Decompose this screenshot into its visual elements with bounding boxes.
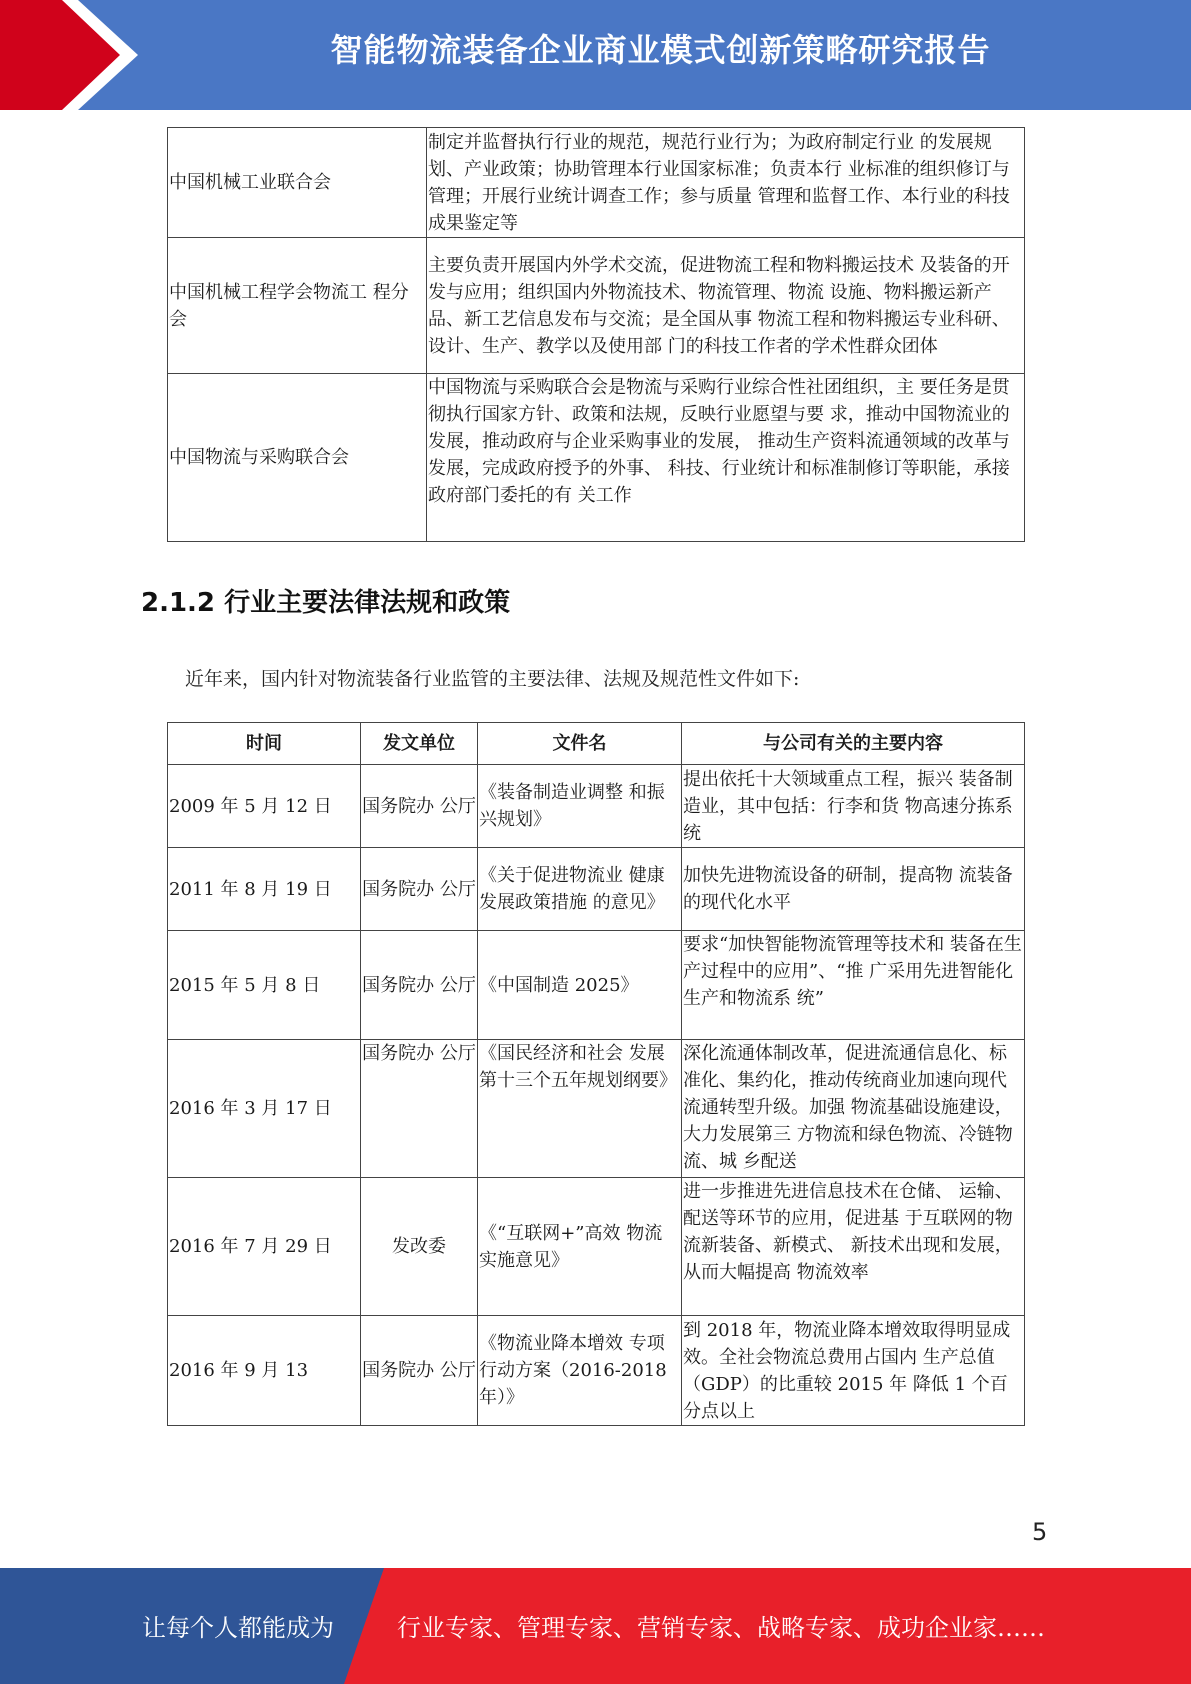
- document-cell: 《“互联网+”高效 物流实施意见》: [478, 1178, 682, 1316]
- policy-table: [167, 722, 1025, 1426]
- column-header: 时间: [168, 723, 361, 765]
- org-table: [167, 127, 1025, 542]
- date-cell: 2016 年 7 月 29 日: [168, 1178, 361, 1316]
- section-heading: 2.1.2 行业主要法律法规和政策: [141, 588, 511, 618]
- table-row: [168, 931, 1025, 1040]
- table-header-row: [168, 723, 1025, 765]
- page-footer: [0, 1568, 1191, 1684]
- issuer-cell: 国务院办 公厅: [361, 1316, 478, 1426]
- issuer-cell: 国务院办 公厅: [361, 1040, 478, 1178]
- table-row: [168, 1178, 1025, 1316]
- issuer-cell: 国务院办 公厅: [361, 848, 478, 931]
- date-cell: 2015 年 5 月 8 日: [168, 931, 361, 1040]
- footer-slogan-left: 让每个人都能成为: [142, 1614, 334, 1642]
- document-cell: 《装备制造业调整 和振兴规划》: [478, 765, 682, 848]
- content-cell: 到 2018 年，物流业降本增效取得明显成效。全社会物流总费用占国内 生产总值（GDP）的比重较 2015 年 降低 1 个百分点以上: [682, 1316, 1025, 1426]
- table-row: [168, 374, 1025, 542]
- page-number: 5: [1032, 1518, 1048, 1546]
- column-header: 文件名: [478, 723, 682, 765]
- column-header: 发文单位: [361, 723, 478, 765]
- content-cell: 深化流通体制改革，促进流通信息化、标准化、集约化，推动传统商业加速向现代流通转型升级。加强 物流基础设施建设，大力发展第三 方物流和绿色物流、冷链物流、城 乡配送: [682, 1040, 1025, 1178]
- footer-slogan-right: 行业专家、管理专家、营销专家、战略专家、成功企业家……: [397, 1614, 1045, 1642]
- content-cell: 要求“加快智能物流管理等技术和 装备在生产过程中的应用”、“推 广采用先进智能化生产和物流系 统”: [682, 931, 1025, 1040]
- org-name: 中国机械工程学会物流工 程分会: [168, 238, 427, 374]
- table-row: [168, 848, 1025, 931]
- content-cell: 提出依托十大领域重点工程，振兴 装备制造业，其中包括：行李和货 物高速分拣系统: [682, 765, 1025, 848]
- column-header: 与公司有关的主要内容: [682, 723, 1025, 765]
- issuer-cell: 国务院办 公厅: [361, 931, 478, 1040]
- section-intro: 近年来，国内针对物流装备行业监管的主要法律、法规及规范性文件如下:: [185, 668, 800, 690]
- document-cell: 《中国制造 2025》: [478, 931, 682, 1040]
- org-desc: 制定并监督执行行业的规范，规范行业行为；为政府制定行业 的发展规划、产业政策；协助管理本行业国家标准；负责本行 业标准的组织修订与管理；开展行业统计调查工作；参与质量 管理和监督工作、本行业的科技成果鉴定等: [427, 128, 1025, 238]
- issuer-cell: 发改委: [361, 1178, 478, 1316]
- table-row: [168, 128, 1025, 238]
- date-cell: 2016 年 9 月 13: [168, 1316, 361, 1426]
- date-cell: 2016 年 3 月 17 日: [168, 1040, 361, 1178]
- content-cell: 加快先进物流设备的研制，提高物 流装备的现代化水平: [682, 848, 1025, 931]
- content-cell: 进一步推进先进信息技术在仓储、 运输、配送等环节的应用，促进基 于互联网的物流新装备、新模式、 新技术出现和发展，从而大幅提高 物流效率: [682, 1178, 1025, 1316]
- document-cell: 《关于促进物流业 健康发展政策措施 的意见》: [478, 848, 682, 931]
- issuer-cell: 国务院办 公厅: [361, 765, 478, 848]
- table-row: [168, 1040, 1025, 1178]
- header-red-chevron: [0, 0, 160, 110]
- document-cell: 《国民经济和社会 发展第十三个五年规划纲要》: [478, 1040, 682, 1178]
- table-row: [168, 765, 1025, 848]
- org-name: 中国物流与采购联合会: [168, 374, 427, 542]
- org-desc: 中国物流与采购联合会是物流与采购行业综合性社团组织，主 要任务是贯彻执行国家方针、政策和法规，反映行业愿望与要 求，推动中国物流业的发展，推动政府与企业采购事业的发展， 推动生产资料流通领域的改革与发展，完成政府授予的外事、 科技、行业统计和标准制修订等职能，承接政府部门委托的有 关工作: [427, 374, 1025, 542]
- date-cell: 2009 年 5 月 12 日: [168, 765, 361, 848]
- date-cell: 2011 年 8 月 19 日: [168, 848, 361, 931]
- report-title: 智能物流装备企业商业模式创新策略研究报告: [330, 31, 991, 69]
- document-cell: 《物流业降本增效 专项行动方案（2016-2018 年）》: [478, 1316, 682, 1426]
- table-row: [168, 1316, 1025, 1426]
- table-row: [168, 238, 1025, 374]
- page-header: [0, 0, 1191, 110]
- org-name: 中国机械工业联合会: [168, 128, 427, 238]
- org-desc: 主要负责开展国内外学术交流，促进物流工程和物料搬运技术 及装备的开发与应用；组织国内外物流技术、物流管理、物流 设施、物料搬运新产品、新工艺信息发布与交流；是全国从事 物流工程和物料搬运专业科研、设计、生产、教学以及使用部 门的科技工作者的学术性群众团体: [427, 238, 1025, 374]
